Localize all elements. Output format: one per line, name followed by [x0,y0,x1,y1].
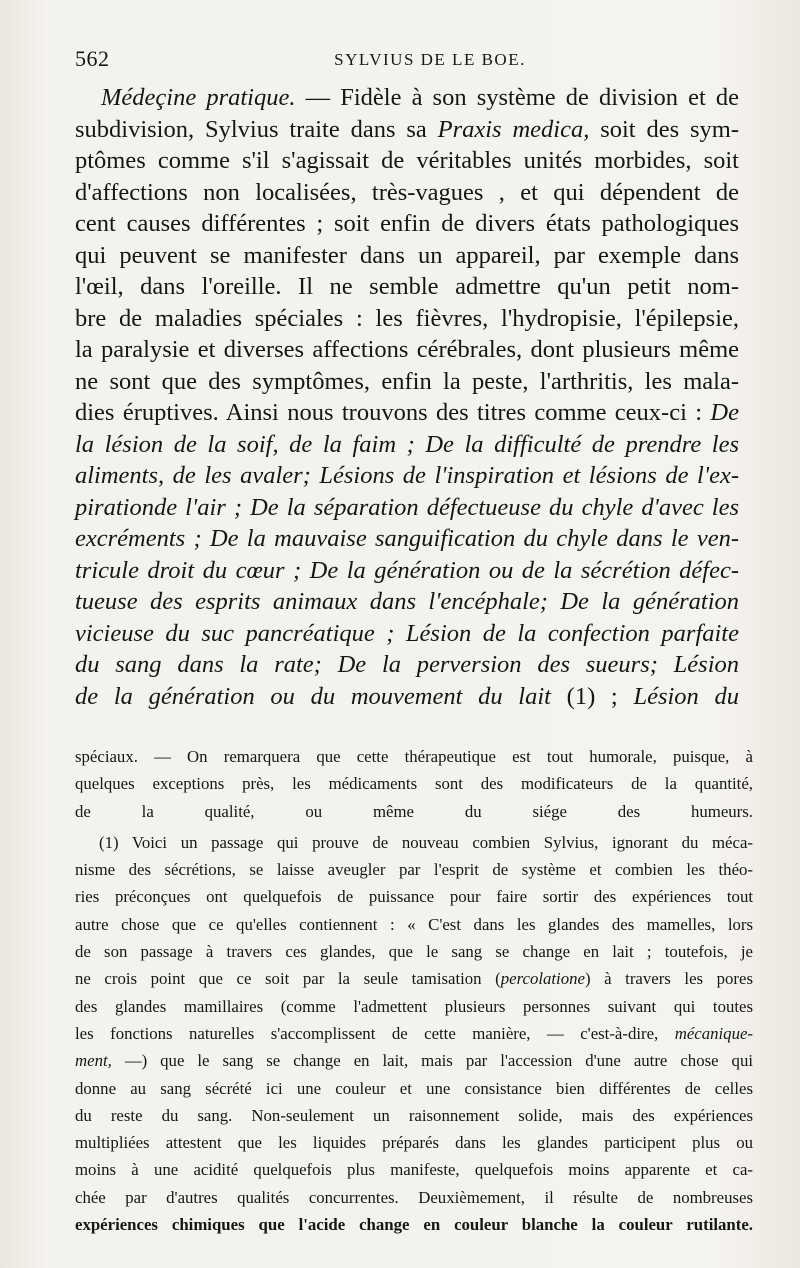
footnote-line: ne crois point que ce soit par la seule tamisation (percolatione) à travers les pores [75,969,753,989]
footnote-line: spéciaux. — On remarquera que cette thérapeutique est tout humorale, puisque, à [75,747,753,766]
text-line: vicieuse du suc pancréatique ; Lésion de la confection parfaite [75,619,739,647]
text-line: aliments, de les avaler; Lésions de l'inspiration et lésions de l'ex- [75,462,739,489]
text-line: de la génération ou du mouvement du lait (1) ; Lésion du [75,682,739,710]
running-title: SYLVIUS DE LE BOE. [334,50,526,69]
text-line: tricule droit du cœur ; De la génération ou de la sécrétion défec- [75,556,739,584]
body-text [75,82,739,712]
footnotes [75,743,753,1238]
footnote-line: ment, —) que le sang se change en lait, mais par l'accession d'une autre chose qui [75,1051,753,1071]
text-line: ptômes comme s'il s'agissait de véritables unités morbides, soit [75,147,739,174]
footnote-line: expériences chimiques que l'acide change en couleur blanche la couleur rutilante. [75,1215,753,1235]
text-line: excréments ; De la mauvaise sanguification du chyle dans le ven- [75,525,739,552]
footnote-line: des glandes mamillaires (comme l'admettent plusieurs personnes suivant qui toutes [75,996,753,1016]
footnote-line: autre chose que ce qu'elles contiennent : « C'est dans les glandes des mamelles, lors [75,914,753,934]
text-line: bre de maladies spéciales : les fièvres, l'hydropisie, l'épilepsie, [75,304,739,332]
text-line: qui peuvent se manifester dans un appareil, par exemple dans [75,241,739,269]
footnote-line: multipliées attestent que les liquides préparés dans les glandes participent plus ou [75,1133,753,1153]
text-line: d'affections non localisées, très-vagues , et qui dépendent de [75,178,739,206]
footnote-line: (1) Voici un passage qui prouve de nouveau combien Sylvius, ignorant du méca- [99,832,753,852]
text-line: pirationde l'air ; De la séparation défectueuse du chyle d'avec les [75,493,739,521]
footnote-line: chée par d'autres qualités concurrentes. Deuxièmement, il résulte de nombreuses [75,1187,753,1207]
text-line: ne sont que des symptômes, enfin la peste, l'arthritis, les mala- [75,367,739,395]
text-line: la lésion de la soif, de la faim ; De la difficulté de prendre les [75,430,739,458]
footnote-line: quelques exceptions près, les médicaments sont des modificateurs de la quantité, [75,774,753,794]
text-line: du sang dans la rate; De la perversion des sueurs; Lésion [75,651,739,678]
text-line: tueuse des esprits animaux dans l'encéphale; De la génération [75,588,739,615]
text-line: l'œil, dans l'oreille. Il ne semble admettre qu'un petit nom- [75,273,739,300]
text-line: la paralysie et diverses affections cérébrales, dont plusieurs même [75,336,739,363]
footnote-line: du reste du sang. Non-seulement un raisonnement solide, mais des expériences [75,1105,753,1125]
footnote-line: de la qualité, ou même du siége des humeurs. [75,801,753,821]
footnote-line: moins à une acidité quelquefois plus manifeste, quelquefois moins apparente et ca- [75,1160,753,1180]
text-line: dies éruptives. Ainsi nous trouvons des titres comme ceux-ci : De [75,399,739,426]
page-number: 562 [75,46,110,71]
footnote-line: ries préconçues ont quelquefois de puissance pour faire sortir des expériences tout [75,887,753,907]
footnote-line: les fonctions naturelles s'accomplissent de cette manière, — c'est-à-dire, mécanique- [75,1023,753,1043]
footnote-line: nisme des sécrétions, se laisse aveugler par l'esprit de système et combien les théo- [75,860,753,880]
footnote-line: de son passage à travers ces glandes, que le sang se change en lait ; toutefois, je [75,942,753,962]
page-header [75,46,755,76]
footnote-line: donne au sang sécrété ici une couleur et une consistance bien différentes de celles [75,1078,753,1098]
text-line: Médeçine pratique. — Fidèle à son système de division et de [101,84,739,111]
text-line: subdivision, Sylvius traite dans sa Praxis medica, soit des sym- [75,115,739,143]
text-line: cent causes différentes ; soit enfin de divers états pathologiques [75,210,739,237]
